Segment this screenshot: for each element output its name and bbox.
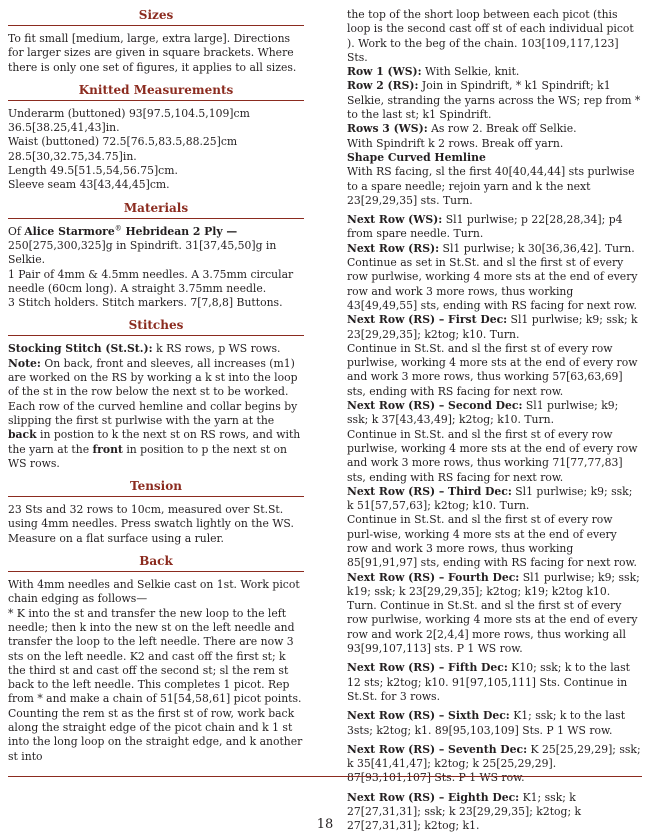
row-text: Sl1 purlwise; k9; ssk; k 37[43,43,49]; k2tog; k10. Turn. [347, 399, 619, 427]
fourth-dec [347, 571, 641, 657]
measurements-list [8, 107, 304, 193]
third-dec [347, 485, 641, 514]
materials-yarn-line [8, 225, 304, 239]
note-text-1: On back, front and sleeves, all increases (m1) are worked on the RS by working a k st into the loop of the st in the row below the next st to be worked. Each row of the curved hemline and collar begins by slipping the first st purlwise with the yarn at the [8, 356, 298, 427]
row-text: K 25[25,29,29]; ssk; k 35[41,41,47]; k2tog; k 25[25,29,29]. 87[93,101,107] Sts. P 1 WS row. [347, 742, 641, 785]
row-text: As row 2. Break off Selkie. [427, 122, 577, 136]
next-row-ws [347, 213, 641, 242]
measurement-line: 36.5[38.25,41,43]in. [8, 121, 120, 135]
row-label: Next Row (RS) – First Dec: [347, 313, 508, 327]
note-text-3: in position to p the next st on WS rows. [8, 442, 287, 470]
measurements-heading: Knitted Measurements [8, 83, 304, 101]
yarn-brand: Alice Starmore [24, 224, 115, 238]
row-label: Next Row (RS) – Seventh Dec: [347, 742, 528, 756]
row-label: Next Row (RS) – Fourth Dec: [347, 570, 520, 584]
materials-heading: Materials [8, 201, 304, 219]
back-continued: the top of the short loop between each picot (this loop is the second cast off st of each individual picot ). Work to the beg of the chain. 103[109,117,123] Sts. [347, 8, 634, 64]
tension-text: 23 Sts and 32 rows to 10cm, measured over St.St. using 4mm needles. Press swatch lightly on the WS. Measure on a flat surface using a ruler. [8, 503, 294, 545]
measurement-line: Sleeve seam 43[43,44,45]cm. [8, 178, 170, 192]
note-label: Note: [8, 356, 41, 370]
back-p2: * K into the st and transfer the new loop to the left needle; then k into the new st on the left needle and transfer the loop to the left needle. There are now 3 sts on the left needle. K2 and cast off the first st; k the third st and cast off the second st; sl the rem st back to the left needle. This completes 1 picot. Rep from * and make a chain of 51[54,58,61] picot points. [8, 606, 302, 706]
row-label: Rows 3 (WS): [347, 122, 428, 136]
materials-line: 3 Stitch holders. Stitch markers. 7[7,8,8] Buttons. [8, 296, 283, 310]
row-text: Sl1 purlwise; k 30[36,36,42]. Turn. [439, 241, 635, 255]
yarn-line: Hebridean 2 Ply — [121, 224, 238, 238]
row-label: Row 2 (RS): [347, 79, 419, 93]
next-row-rs [347, 242, 641, 256]
measurement-line: Waist (buttoned) 72.5[76.5,83.5,88.25]cm [8, 135, 238, 149]
row-label: Next Row (WS): [347, 213, 443, 227]
registered-mark: ® [114, 224, 122, 233]
ss-text: k RS rows, p WS rows. [152, 342, 281, 356]
row-text: K10; ssk; k to the last 12 sts; k2tog; k10. 91[97,105,111] Sts. Continue in St.St. for 3 rows. [347, 661, 630, 703]
row-text: With Selkie, knit. [421, 65, 520, 79]
row-text: K1; ssk; k 27[27,31,31]; ssk; k 23[29,29,35]; k2tog; k 27[27,31,31]; k2tog; k1. [347, 790, 582, 833]
row-3 [347, 122, 641, 136]
curved-hemline-heading [347, 151, 641, 165]
sixth-dec [347, 709, 641, 738]
row-text: Sl1 purlwise; p 22[28,28,34]; p4 from spare needle. Turn. [347, 213, 623, 241]
tension-heading: Tension [8, 479, 304, 497]
sizes-text: To fit small [medium, large, extra large]. Directions for larger sizes are given in square brackets. Where there is only one set of figures, it applies to all sizes. [8, 32, 297, 74]
continue-text: Continue in St.St. and sl the first st of every row purlwise, working 4 more sts at the end of every row and work 3 more rows, thus working 57[63,63,69] sts, ending with RS facing for next row. [347, 341, 638, 398]
right-column [347, 8, 641, 834]
row-text: K1; ssk; k to the last 3sts; k2tog; k1. 89[95,103,109] Sts. P 1 WS row. [347, 709, 626, 737]
materials-line: 250[275,300,325]g in Spindrift. 31[37,45,50]g in Selkie. [8, 238, 277, 267]
curved-hemline-text: With RS facing, sl the first 40[40,44,44] sts purlwise to a spare needle; rejoin yarn and k the next 23[29,29,35] sts. Turn. [347, 165, 635, 207]
back-p3: Counting the rem st as the first st of row, work back along the straight edge of the picot chain and k 1 st into the long loop on the straight edge, and k another st into [8, 706, 303, 763]
row-label: Next Row (RS) – Eighth Dec: [347, 790, 520, 804]
row-label: Next Row (RS): [347, 241, 440, 255]
measurement-line: Underarm (buttoned) 93[97.5,104.5,109]cm [8, 106, 250, 120]
row-label: Next Row (RS) – Second Dec: [347, 399, 523, 413]
second-dec [347, 399, 641, 428]
row-label: Next Row (RS) – Sixth Dec: [347, 709, 510, 723]
materials-line: 1 Pair of 4mm & 4.5mm needles. A 3.75mm circular [8, 267, 294, 281]
row-label: Next Row (RS) – Third Dec: [347, 484, 512, 498]
left-column [8, 8, 304, 764]
row-text: Sl1 purlwise; k9; ssk; k 51[57,57,63]; k2tog; k10. Turn. [347, 484, 633, 513]
sizes-heading: Sizes [8, 8, 304, 26]
fifth-dec [347, 661, 641, 704]
row-label: Row 1 (WS): [347, 65, 422, 79]
subheading: Shape Curved Hemline [347, 150, 486, 164]
row-text: Join in Spindrift, * k1 Spindrift; k1 Selkie, stranding the yarns across the WS; rep from * to the last st; k1 Spindrift. [347, 79, 641, 122]
measurement-line: Length 49.5[51.5,54,56.75]cm. [8, 164, 178, 178]
note-front: front [92, 442, 123, 456]
row-1 [347, 65, 641, 79]
back-p1: With 4mm needles and Selkie cast on 1st. Work picot chain edging as follows— [8, 578, 300, 606]
materials-list [8, 225, 304, 311]
note-back: back [8, 428, 37, 442]
row-text: Sl1 purlwise; k9; ssk; k 23[29,29,35]; k2tog; k10. Turn. [347, 313, 638, 341]
stocking-stitch [8, 342, 304, 356]
back-heading: Back [8, 554, 304, 572]
continue-text: Continue as set in St.St. and sl the first st of every row purlwise, working 4 more sts at the end of every row and work 3 more rows, thus working 43[49,49,55] sts, ending with RS facing for next row. [347, 256, 638, 312]
first-dec [347, 313, 641, 342]
row-2 [347, 79, 641, 122]
page-number: 18 [316, 817, 334, 832]
row-label: Next Row (RS) – Fifth Dec: [347, 661, 508, 675]
footer-rule [8, 776, 642, 777]
measurement-line: 28.5[30,32.75,34.75]in. [8, 149, 137, 163]
row-text: Sl1 purlwise; k9; ssk; k19; ssk; k 23[29,29,35]; k2tog; k19; k2tog k10. Turn. Continue in St.St. and sl the first st of every row purlwise, working 4 more sts at the end of every row and work 2[2,4,4] more rows, thus working all 93[99,107,113] sts. P 1 WS row. [347, 570, 640, 656]
materials-line: needle (60cm long). A straight 3.75mm needle. [8, 281, 267, 295]
stitch-note [8, 357, 304, 471]
stitches-block [8, 342, 304, 471]
seventh-dec [347, 743, 641, 786]
materials-intro: Of [8, 224, 25, 238]
note-text-2: in postion to k the next st on RS rows, and with the yarn at the [8, 428, 301, 456]
continue-text: Continue in St.St. and sl the first st of every row purl-wise, working 4 more sts at the end of every row and work 3 more rows, thus working 85[91,91,97] sts, ending with RS facing for next row. [347, 513, 637, 570]
stitches-heading: Stitches [8, 318, 304, 336]
spindrift-rows: With Spindrift k 2 rows. Break off yarn. [347, 136, 564, 150]
continue-text: Continue in St.St. and sl the first st of every row purlwise, working 4 more sts at the end of every row and work 3 more rows, thus working 71[77,77,83] sts, ending with RS facing for next row. [347, 427, 638, 484]
ss-label: Stocking Stitch (St.St.): [8, 342, 153, 356]
